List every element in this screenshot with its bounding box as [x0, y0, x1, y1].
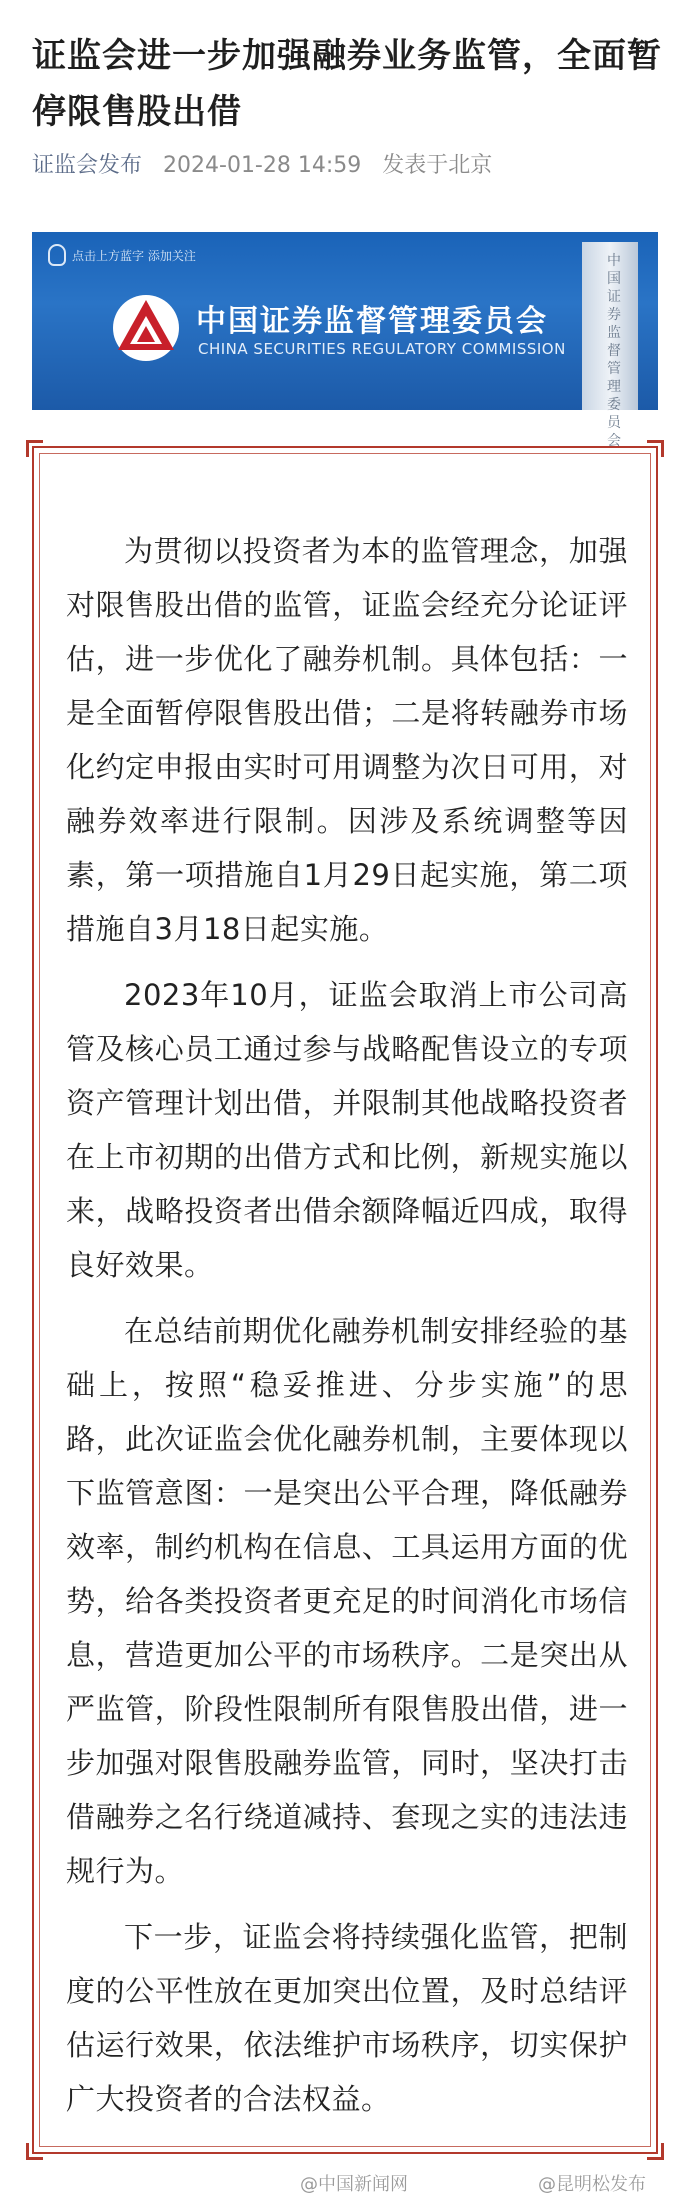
watermark-left: @中国新闻网 [300, 2174, 408, 2195]
article-title: 证监会进一步加强融券业务监管，全面暂停限售股出借 [32, 36, 662, 132]
finger-tap-icon [48, 244, 66, 266]
publish-location: 发表于北京 [382, 153, 493, 178]
frame-corner-ornament [26, 440, 43, 457]
follow-hint-text: 点击上方蓝字 添加关注 [72, 248, 196, 263]
follow-hint[interactable] [48, 244, 196, 266]
frame-corner-ornament [647, 440, 664, 457]
org-name-cn: 中国证券监督管理委员会 [196, 304, 548, 339]
publish-date: 2024-01-28 14:59 [163, 153, 362, 178]
body-paragraph: 在总结前期优化融券机制安排经验的基础上，按照“稳妥推进、分步实施”的思路，此次证监会优化融券机制，主要体现以下监管意图：一是突出公平合理，降低融券效率，制约机构在信息、工具运用方面的优势，给各类投资者更充足的时间消化市场信息，营造更加公平的市场秩序。二是突出从严监管，阶段性限制所有限售股出借，进一步加强对限售股融券监管，同时，坚决打击借融券之名行绕道减持、套现之实的违法违规行为。 [66, 1314, 628, 1888]
article-body [66, 524, 628, 2138]
csrc-logo-icon [110, 292, 182, 364]
building-plaque-text: 中国证券监督管理委员会 [607, 253, 621, 449]
frame-corner-ornament [647, 2143, 664, 2160]
article-meta [32, 148, 492, 179]
account-name-link[interactable]: 证监会发布 [32, 153, 143, 178]
frame-corner-ornament [26, 2143, 43, 2160]
article-body-frame [32, 446, 658, 2154]
header-banner [32, 232, 658, 449]
body-paragraph: 为贯彻以投资者为本的监管理念，加强对限售股出借的监管，证监会经充分论证评估，进一步优化了融券机制。具体包括：一是全面暂停限售股出借；二是将转融券市场化约定申报由实时可用调整为次日可用，对融券效率进行限制。因涉及系统调整等因素，第一项措施自1月29日起实施，第二项措施自3月18日起实施。 [66, 534, 628, 946]
body-paragraph: 下一步，证监会将持续强化监管，把制度的公平性放在更加突出位置，及时总结评估运行效果，依法维护市场秩序，切实保护广大投资者的合法权益。 [66, 1920, 628, 2116]
body-paragraph: 2023年10月，证监会取消上市公司高管及核心员工通过参与战略配售设立的专项资产管理计划出借，并限制其他战略投资者在上市初期的出借方式和比例，新规实施以来，战略投资者出借余额降幅近四成，取得良好效果。 [66, 978, 628, 1282]
watermark-right: @昆明松发布 [538, 2174, 646, 2195]
org-name-en: CHINA SECURITIES REGULATORY COMMISSION [198, 340, 566, 358]
